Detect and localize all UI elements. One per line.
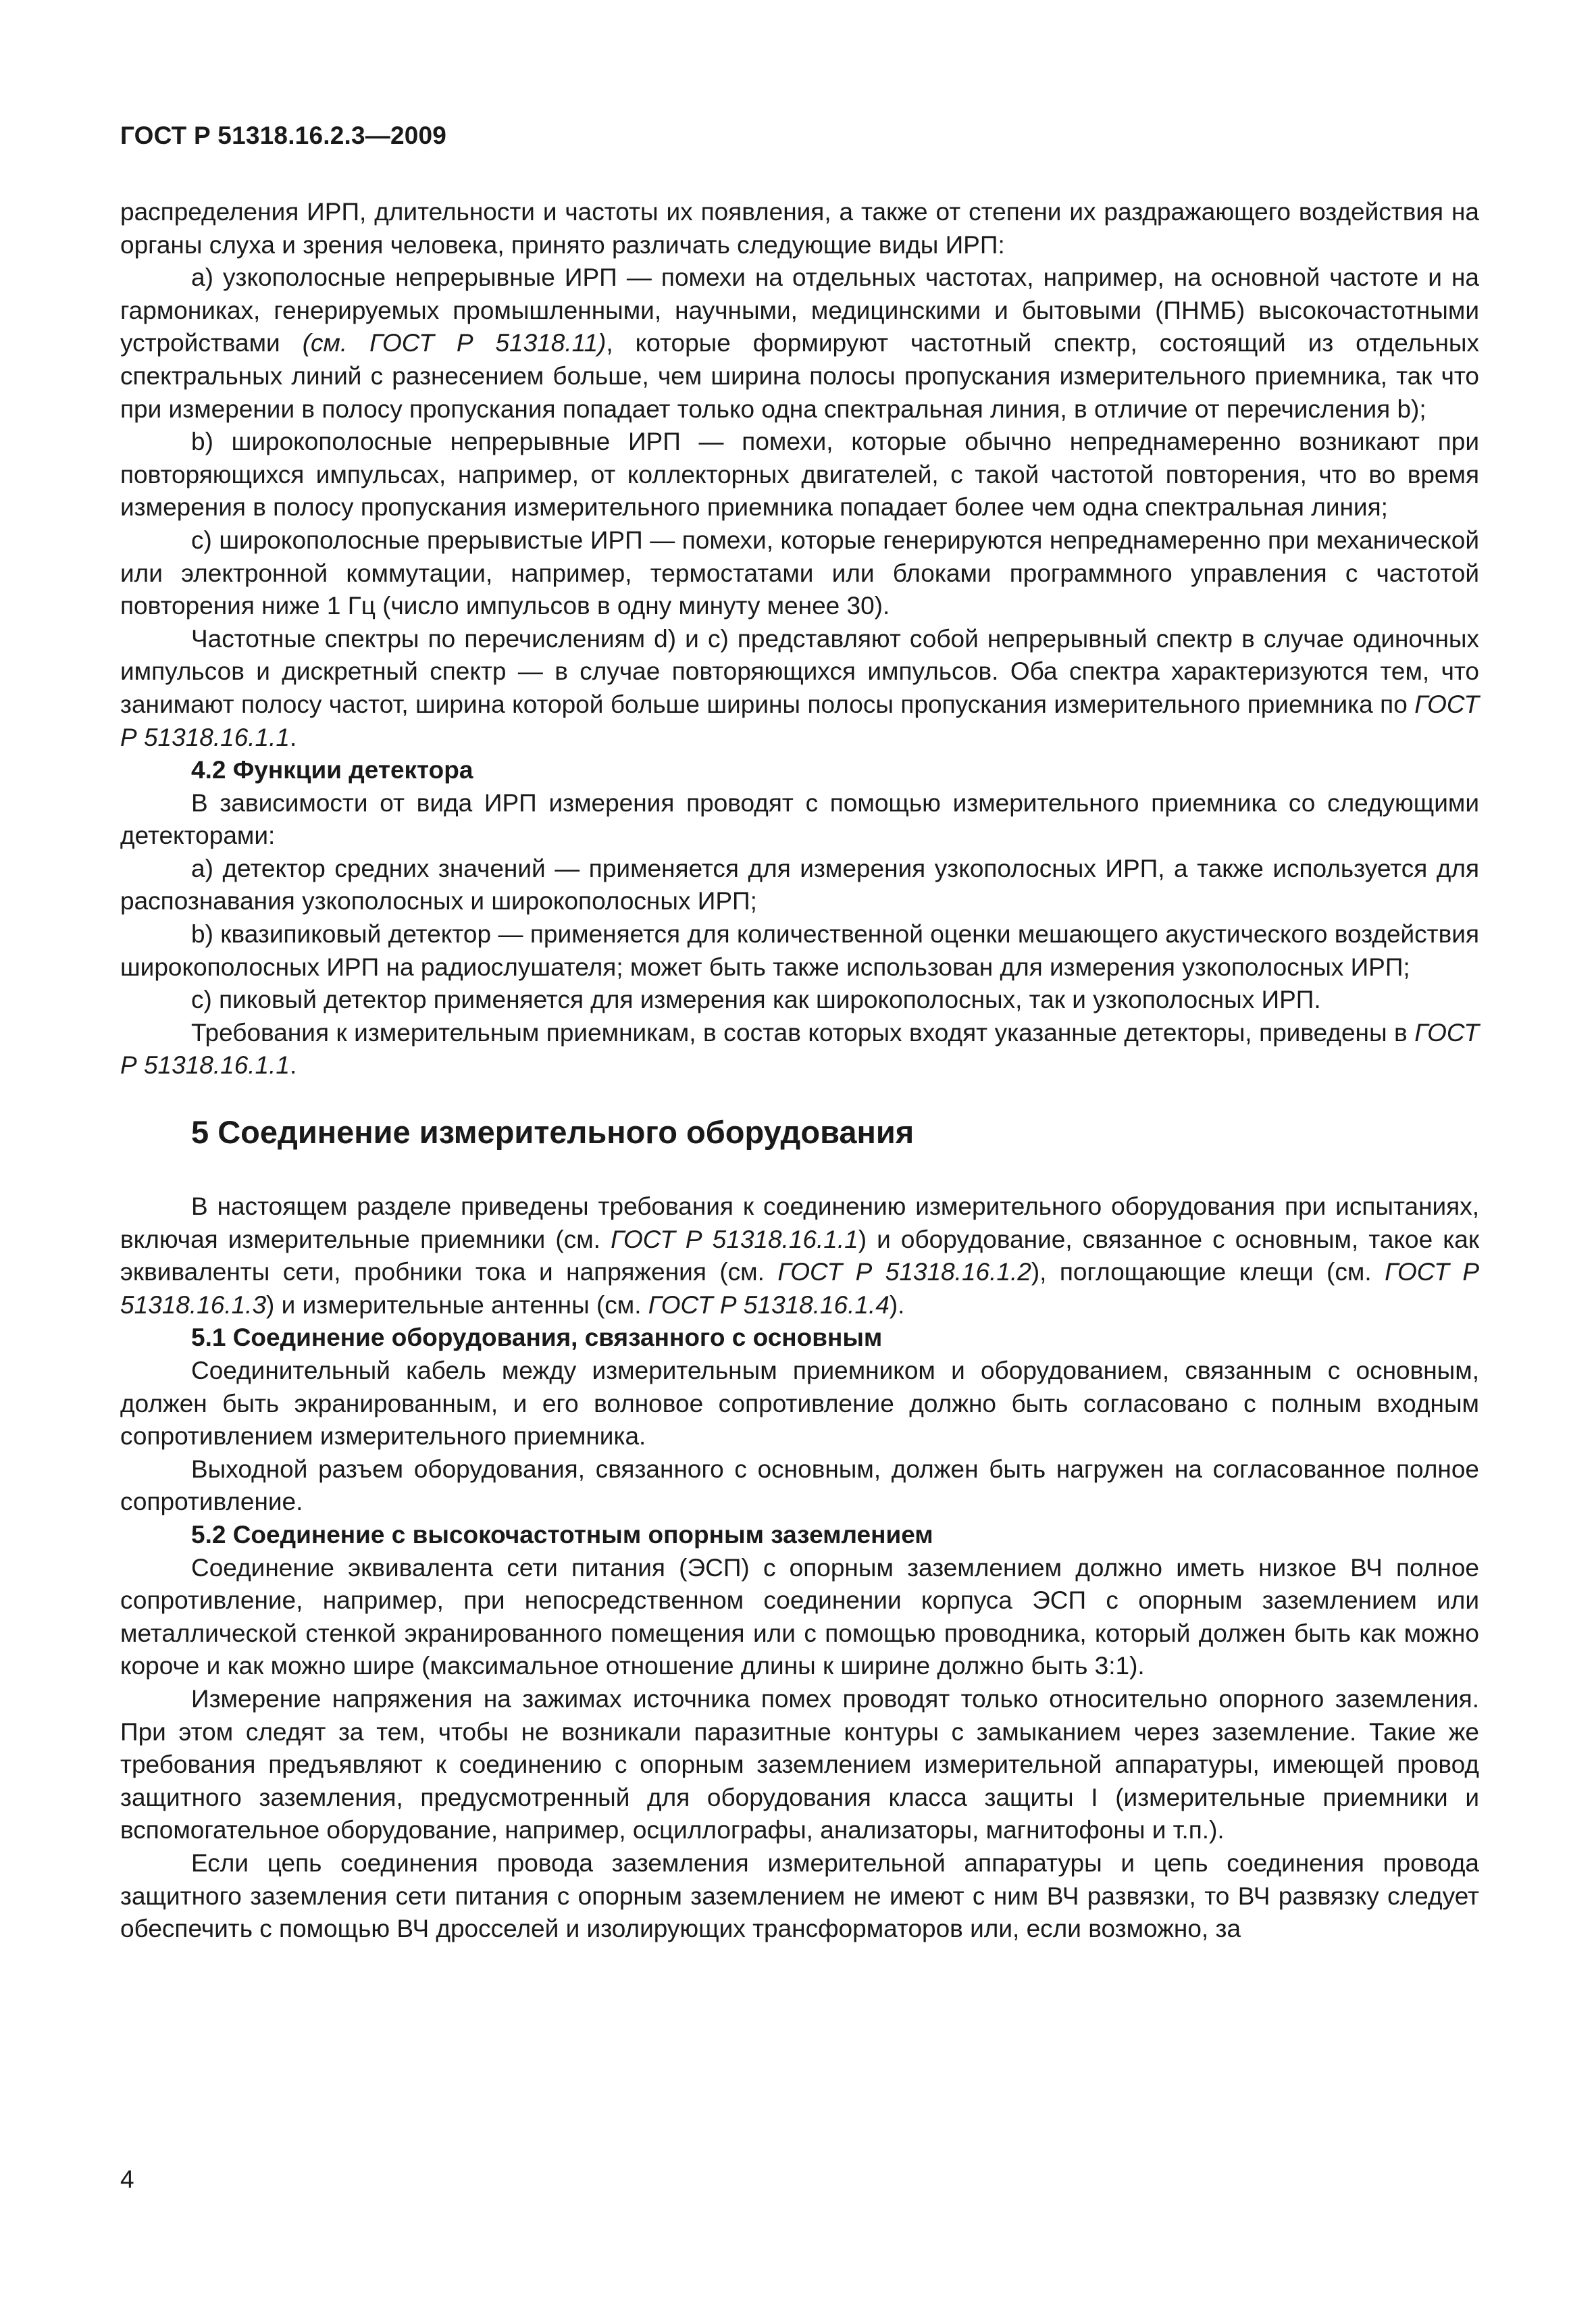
list-item-a-narrowband: а) узкополосные непрерывные ИРП — помехи на отдельных частотах, например, на основной частоте и на гармониках, генерируемых промышленными, научными, медицинскими и бытовыми (ПНМБ) высокочастотными устройствами (см. ГОСТ Р 51318.11), которые формируют частотный спектр, состоящий из отдельных спектральных линий с разнесением больше, чем ширина полосы пропускания измерительного приемника, так что при измерении в полосу пропускания попадает только одна спектральная линия, в отличие от перечисления b); — [120, 263, 1479, 423]
list-item-c-broadband-intermittent: c) широкополосные прерывистые ИРП — помехи, которые генерируются непреднамеренно при механической или электронной коммутации, например, термостатами или блоками программного управления с частотой повторения ниже 1 Гц (число импульсов в одну минуту менее 30). — [120, 526, 1479, 620]
subsection-heading-5-1: 5.1 Соединение оборудования, связанного с основным — [191, 1324, 883, 1352]
paragraph-frequency-spectra: Частотные спектры по перечислениям d) и c) представляют собой непрерывный спектр в случае одиночных импульсов и дискретный спектр — в случае повторяющихся импульсов. Оба спектра характеризуются тем, что занимают полосу частот, ширина которой больше ширины полосы пропускания измерительного приемника по ГОСТ Р 51318.16.1.1. — [120, 624, 1479, 751]
list-item-c-peak-detector: c) пиковый детектор применяется для измерения как широкополосных, так и узкополосных ИРП. — [191, 986, 1321, 1014]
section-heading-5: 5 Соединение измерительного оборудования — [191, 1114, 915, 1151]
list-item-a-average-detector: а) детектор средних значений — применяется для измерения узкополосных ИРП, а также используется для распознавания узкополосных и широкополосных ИРП; — [120, 854, 1479, 915]
standard-reference: ГОСТ Р 51318.16.1.4 — [648, 1290, 890, 1319]
paragraph-voltage-measurement: Измерение напряжения на зажимах источника помех проводят только относительно опорного заземления. При этом следят за тем, чтобы не возникали паразитные контуры с замыканием через заземление. Такие же требования предъявляют к соединению с опорным заземлением измерительной аппаратуры, имеющей провод защитного заземления, предусмотренный для оборудования класса защиты I (измерительные приемники и вспомогательное оборудование, например, осциллографы, анализаторы, магнитофоны и т.п.). — [120, 1684, 1479, 1844]
paragraph-connecting-cable: Соединительный кабель между измерительным приемником и оборудованием, связанным с основным, должен быть экранированным, и его волновое сопротивление должно быть согласовано с полным входным сопротивлением измерительного приемника. — [120, 1357, 1479, 1451]
standard-reference: ГОСТ Р 51318.16.1.1 — [611, 1225, 858, 1253]
list-item-b-broadband-continuous: b) широкополосные непрерывные ИРП — помехи, которые обычно непреднамеренно возникают при повторяющихся импульсах, например, от коллекторных двигателей, с такой частотой повторения, что во время измерения в полосу пропускания измерительного приемника попадает более чем одна спектральная линия; — [120, 428, 1479, 522]
paragraph-output-connector: Выходной разъем оборудования, связанного с основным, должен быть нагружен на согласованное полное сопротивление. — [120, 1455, 1479, 1516]
paragraph-continuation: распределения ИРП, длительности и частоты их появления, а также от степени их раздражающего воздействия на органы слуха и зрения человека, принято различать следующие виды ИРП: — [120, 198, 1479, 259]
paragraph-section5-intro: В настоящем разделе приведены требования к соединению измерительного оборудования при испытаниях, включая измерительные приемники (см. ГОСТ Р 51318.16.1.1) и оборудование, связанное с основным, такое как эквиваленты сети, пробники тока и напряжения (см. ГОСТ Р 51318.16.1.2), поглощающие клещи (см. ГОСТ Р 51318.16.1.3) и измерительные антенны (см. ГОСТ Р 51318.16.1.4). — [120, 1192, 1480, 1319]
paragraph-rf-decoupling: Если цепь соединения провода заземления измерительной аппаратуры и цепь соединения провода защитного заземления сети питания с опорным заземлением не имеют с ним ВЧ развязки, то ВЧ развязку следует обеспечить с помощью ВЧ дросселей и изолирующих трансформаторов или, если возможно, за — [120, 1848, 1479, 1943]
paragraph-detectors-intro: В зависимости от вида ИРП измерения проводят с помощью измерительного приемника со следующими детекторами: — [120, 788, 1479, 850]
document-body — [120, 196, 1479, 1946]
document-header: ГОСТ Р 51318.16.2.3—2009 — [120, 122, 447, 149]
standard-reference: ГОСТ Р 51318.16.1.2 — [777, 1258, 1031, 1286]
paragraph-receiver-requirements: Требования к измерительным приемникам, в состав которых входят указанные детекторы, приведены в ГОСТ Р 51318.16.1.1. — [120, 1018, 1479, 1080]
subsection-heading-4-2: 4.2 Функции детектора — [191, 756, 473, 784]
paragraph-lisn-grounding: Соединение эквивалента сети питания (ЭСП) с опорным заземлением должно иметь низкое ВЧ полное сопротивление, например, при непосредственном соединении корпуса ЭСП с опорным заземлением или металлической стенкой экранированного помещения или с помощью проводника, который должен быть как можно короче и как можно шире (максимальное отношение длины к ширине должно быть 3:1). — [120, 1553, 1479, 1680]
list-item-b-quasi-peak-detector: b) квазипиковый детектор — применяется для количественной оценки мешающего акустического воздействия широкополосных ИРП на радиослушателя; может быть также использован для измерения узкополосных ИРП; — [120, 920, 1479, 981]
standard-reference: ГОСТ Р 51318.16.1.1 — [120, 1018, 1479, 1080]
subsection-heading-5-2: 5.2 Соединение с высокочастотным опорным заземлением — [191, 1520, 933, 1549]
page-number: 4 — [120, 2165, 134, 2193]
standard-reference: ГОСТ Р 51318.16.1.3 — [120, 1258, 1480, 1319]
standard-reference: (см. ГОСТ Р 51318.11) — [302, 329, 607, 357]
standard-reference: ГОСТ Р 51318.16.1.1 — [120, 690, 1479, 751]
